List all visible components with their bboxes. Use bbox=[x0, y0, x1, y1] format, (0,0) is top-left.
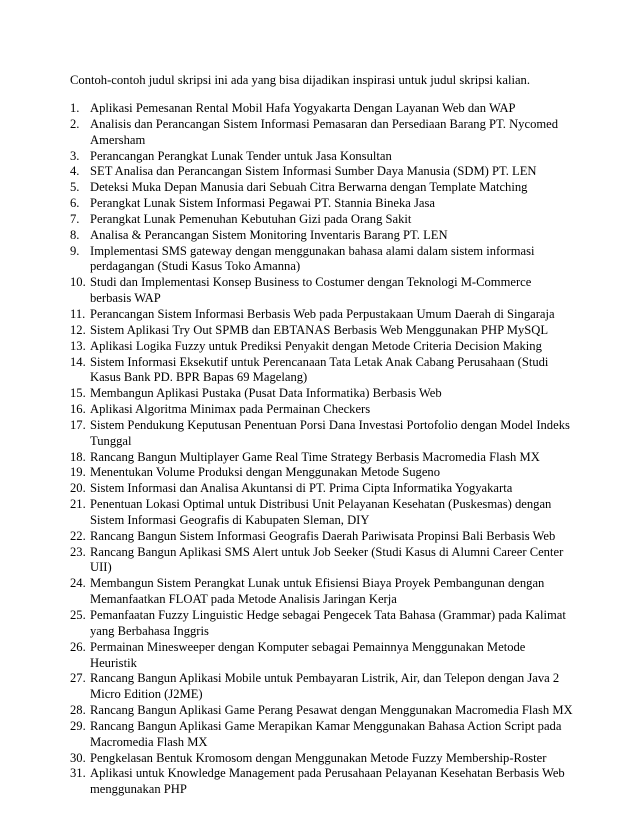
list-item-number: 11. bbox=[70, 306, 86, 321]
list-item bbox=[70, 149, 573, 165]
list-item-text: Sistem Aplikasi Try Out SPMB dan EBTANAS Berbasis Web Menggunakan PHP MySQL bbox=[90, 322, 549, 337]
thesis-title-list bbox=[70, 101, 573, 798]
list-item-text: Aplikasi Logika Fuzzy untuk Prediksi Penyakit dengan Metode Criteria Decision Making bbox=[90, 338, 542, 353]
list-item bbox=[70, 608, 573, 640]
list-item-number: 29. bbox=[70, 718, 86, 733]
list-item-number: 5. bbox=[70, 180, 80, 195]
list-item-number: 3. bbox=[70, 148, 80, 163]
list-item-text: Aplikasi Algoritma Minimax pada Permainan Checkers bbox=[90, 402, 371, 417]
list-item bbox=[70, 355, 573, 387]
list-item bbox=[70, 101, 573, 117]
list-item-text: Analisa & Perancangan Sistem Monitoring Inventaris Barang PT. LEN bbox=[90, 227, 448, 242]
list-item bbox=[70, 418, 573, 450]
list-item-number: 22. bbox=[70, 528, 86, 543]
list-item bbox=[70, 703, 573, 719]
list-item-text: Pemanfaatan Fuzzy Linguistic Hedge sebagai Pengecek Tata Bahasa (Grammar) pada Kalimat yang Berbahasa Inggris bbox=[90, 608, 566, 638]
list-item-text: Deteksi Muka Depan Manusia dari Sebuah Citra Berwarna dengan Template Matching bbox=[90, 180, 528, 195]
list-item-text: Implementasi SMS gateway dengan menggunakan bahasa alami dalam sistem informasi perdagangan (Studi Kasus Toko Amanna) bbox=[90, 243, 535, 274]
list-item bbox=[70, 640, 573, 672]
list-item-number: 18. bbox=[70, 449, 86, 464]
list-item-number: 13. bbox=[70, 338, 86, 353]
list-item-number: 23. bbox=[70, 544, 86, 559]
list-item bbox=[70, 529, 573, 545]
list-item bbox=[70, 196, 573, 212]
list-item-text: Perangkat Lunak Pemenuhan Kebutuhan Gizi pada Orang Sakit bbox=[90, 211, 412, 226]
list-item bbox=[70, 719, 573, 751]
list-item-number: 15. bbox=[70, 386, 86, 401]
list-item-number: 19. bbox=[70, 465, 86, 480]
list-item-text: Analisis dan Perancangan Sistem Informasi Pemasaran dan Persediaan Barang PT. Nycomed Amersham bbox=[90, 116, 559, 147]
list-item-text: Sistem Pendukung Keputusan Penentuan Porsi Dana Investasi Portofolio dengan Model Indeks Tunggal bbox=[90, 417, 570, 448]
list-item-number: 10. bbox=[70, 275, 86, 290]
list-item-text: Menentukan Volume Produksi dengan Menggunakan Metode Sugeno bbox=[90, 465, 441, 480]
list-item-text: Rancang Bangun Aplikasi Mobile untuk Pembayaran Listrik, Air, dan Telepon dengan Java 2 Micro Edition (J2ME) bbox=[90, 671, 560, 702]
list-item-number: 4. bbox=[70, 164, 80, 179]
list-item-number: 25. bbox=[70, 608, 86, 622]
list-item-number: 14. bbox=[70, 354, 86, 369]
list-item-text: Pengkelasan Bentuk Kromosom dengan Menggunakan Metode Fuzzy Membership-Roster bbox=[90, 750, 547, 765]
list-item-number: 1. bbox=[70, 101, 80, 115]
list-item-text: Membangun Aplikasi Pustaka (Pusat Data Informatika) Berbasis Web bbox=[90, 386, 442, 401]
list-item-number: 31. bbox=[70, 766, 86, 781]
list-item-number: 26. bbox=[70, 639, 86, 654]
list-item-number: 8. bbox=[70, 227, 80, 242]
list-item bbox=[70, 339, 573, 355]
list-item-text: Sistem Informasi dan Analisa Akuntansi di PT. Prima Cipta Informatika Yogyakarta bbox=[90, 481, 513, 496]
list-item bbox=[70, 244, 573, 276]
list-item-number: 27. bbox=[70, 671, 86, 686]
list-item-number: 7. bbox=[70, 211, 80, 226]
list-item bbox=[70, 180, 573, 196]
list-item-text: Sistem Informasi Eksekutif untuk Perencanaan Tata Letak Anak Cabang Perusahaan (Studi Kasus Bank PD. BPR Bapas 69 Magelang) bbox=[90, 354, 549, 385]
list-item bbox=[70, 212, 573, 228]
list-item-text: Perancangan Perangkat Lunak Tender untuk Jasa Konsultan bbox=[90, 148, 392, 163]
list-item bbox=[70, 766, 573, 798]
list-item-text: Studi dan Implementasi Konsep Business to Costumer dengan Teknologi M-Commerce berbasis WAP bbox=[90, 275, 532, 306]
list-item bbox=[70, 576, 573, 608]
list-item bbox=[70, 497, 573, 529]
list-item bbox=[70, 450, 573, 466]
list-item-text: Rancang Bangun Multiplayer Game Real Time Strategy Berbasis Macromedia Flash MX bbox=[90, 449, 540, 464]
list-item-text: Aplikasi untuk Knowledge Management pada Perusahaan Pelayanan Kesehatan Berbasis Web menggunakan PHP bbox=[90, 766, 565, 797]
list-item-text: Rancang Bangun Sistem Informasi Geografis Daerah Pariwisata Propinsi Bali Berbasis Web bbox=[90, 528, 556, 543]
list-item bbox=[70, 402, 573, 418]
list-item-number: 20. bbox=[70, 481, 86, 496]
list-item bbox=[70, 545, 573, 577]
list-item-number: 17. bbox=[70, 417, 86, 432]
list-item-number: 24. bbox=[70, 576, 86, 591]
list-item-text: Rancang Bangun Aplikasi SMS Alert untuk Job Seeker (Studi Kasus di Alumni Career Center UII) bbox=[90, 544, 564, 575]
list-item-text: Rancang Bangun Aplikasi Game Merapikan Kamar Menggunakan Bahasa Action Script pada Macromedia Flash MX bbox=[90, 718, 562, 749]
list-item bbox=[70, 671, 573, 703]
list-item-number: 2. bbox=[70, 116, 80, 131]
list-item bbox=[70, 117, 573, 149]
list-item bbox=[70, 481, 573, 497]
list-item bbox=[70, 164, 573, 180]
list-item-number: 9. bbox=[70, 243, 80, 258]
list-item-text: Rancang Bangun Aplikasi Game Perang Pesawat dengan Menggunakan Macromedia Flash MX bbox=[90, 703, 573, 718]
list-item bbox=[70, 323, 573, 339]
list-item-number: 12. bbox=[70, 322, 86, 337]
list-item-text: Penentuan Lokasi Optimal untuk Distribusi Unit Pelayanan Kesehatan (Puskesmas) dengan Sistem Informasi Geografis di Kabupaten Sleman, DIY bbox=[90, 497, 552, 527]
list-item bbox=[70, 465, 573, 481]
list-item-number: 28. bbox=[70, 703, 86, 718]
list-item-number: 30. bbox=[70, 750, 86, 765]
list-item bbox=[70, 307, 573, 323]
list-item-number: 6. bbox=[70, 196, 80, 211]
list-item-text: Aplikasi Pemesanan Rental Mobil Hafa Yogyakarta Dengan Layanan Web dan WAP bbox=[90, 101, 516, 115]
list-item-text: Perancangan Sistem Informasi Berbasis Web pada Perpustakaan Umum Daerah di Singaraja bbox=[90, 306, 555, 321]
list-item-number: 16. bbox=[70, 402, 86, 417]
list-item bbox=[70, 275, 573, 307]
list-item-number: 21. bbox=[70, 497, 86, 512]
list-item-text: SET Analisa dan Perancangan Sistem Informasi Sumber Daya Manusia (SDM) PT. LEN bbox=[90, 164, 537, 179]
list-item bbox=[70, 228, 573, 244]
list-item-text: Membangun Sistem Perangkat Lunak untuk Efisiensi Biaya Proyek Pembangunan dengan Memanfaatkan FLOAT pada Metode Analisis Jaringan Kerja bbox=[90, 576, 545, 607]
list-item-text: Perangkat Lunak Sistem Informasi Pegawai PT. Stannia Bineka Jasa bbox=[90, 196, 435, 211]
intro-paragraph: Contoh-contoh judul skripsi ini ada yang bisa dijadikan inspirasi untuk judul skripsi kalian. bbox=[70, 73, 530, 87]
list-item-text: Permainan Minesweeper dengan Komputer sebagai Pemainnya Menggunakan Metode Heuristik bbox=[90, 639, 526, 670]
list-item bbox=[70, 751, 573, 767]
list-item bbox=[70, 386, 573, 402]
